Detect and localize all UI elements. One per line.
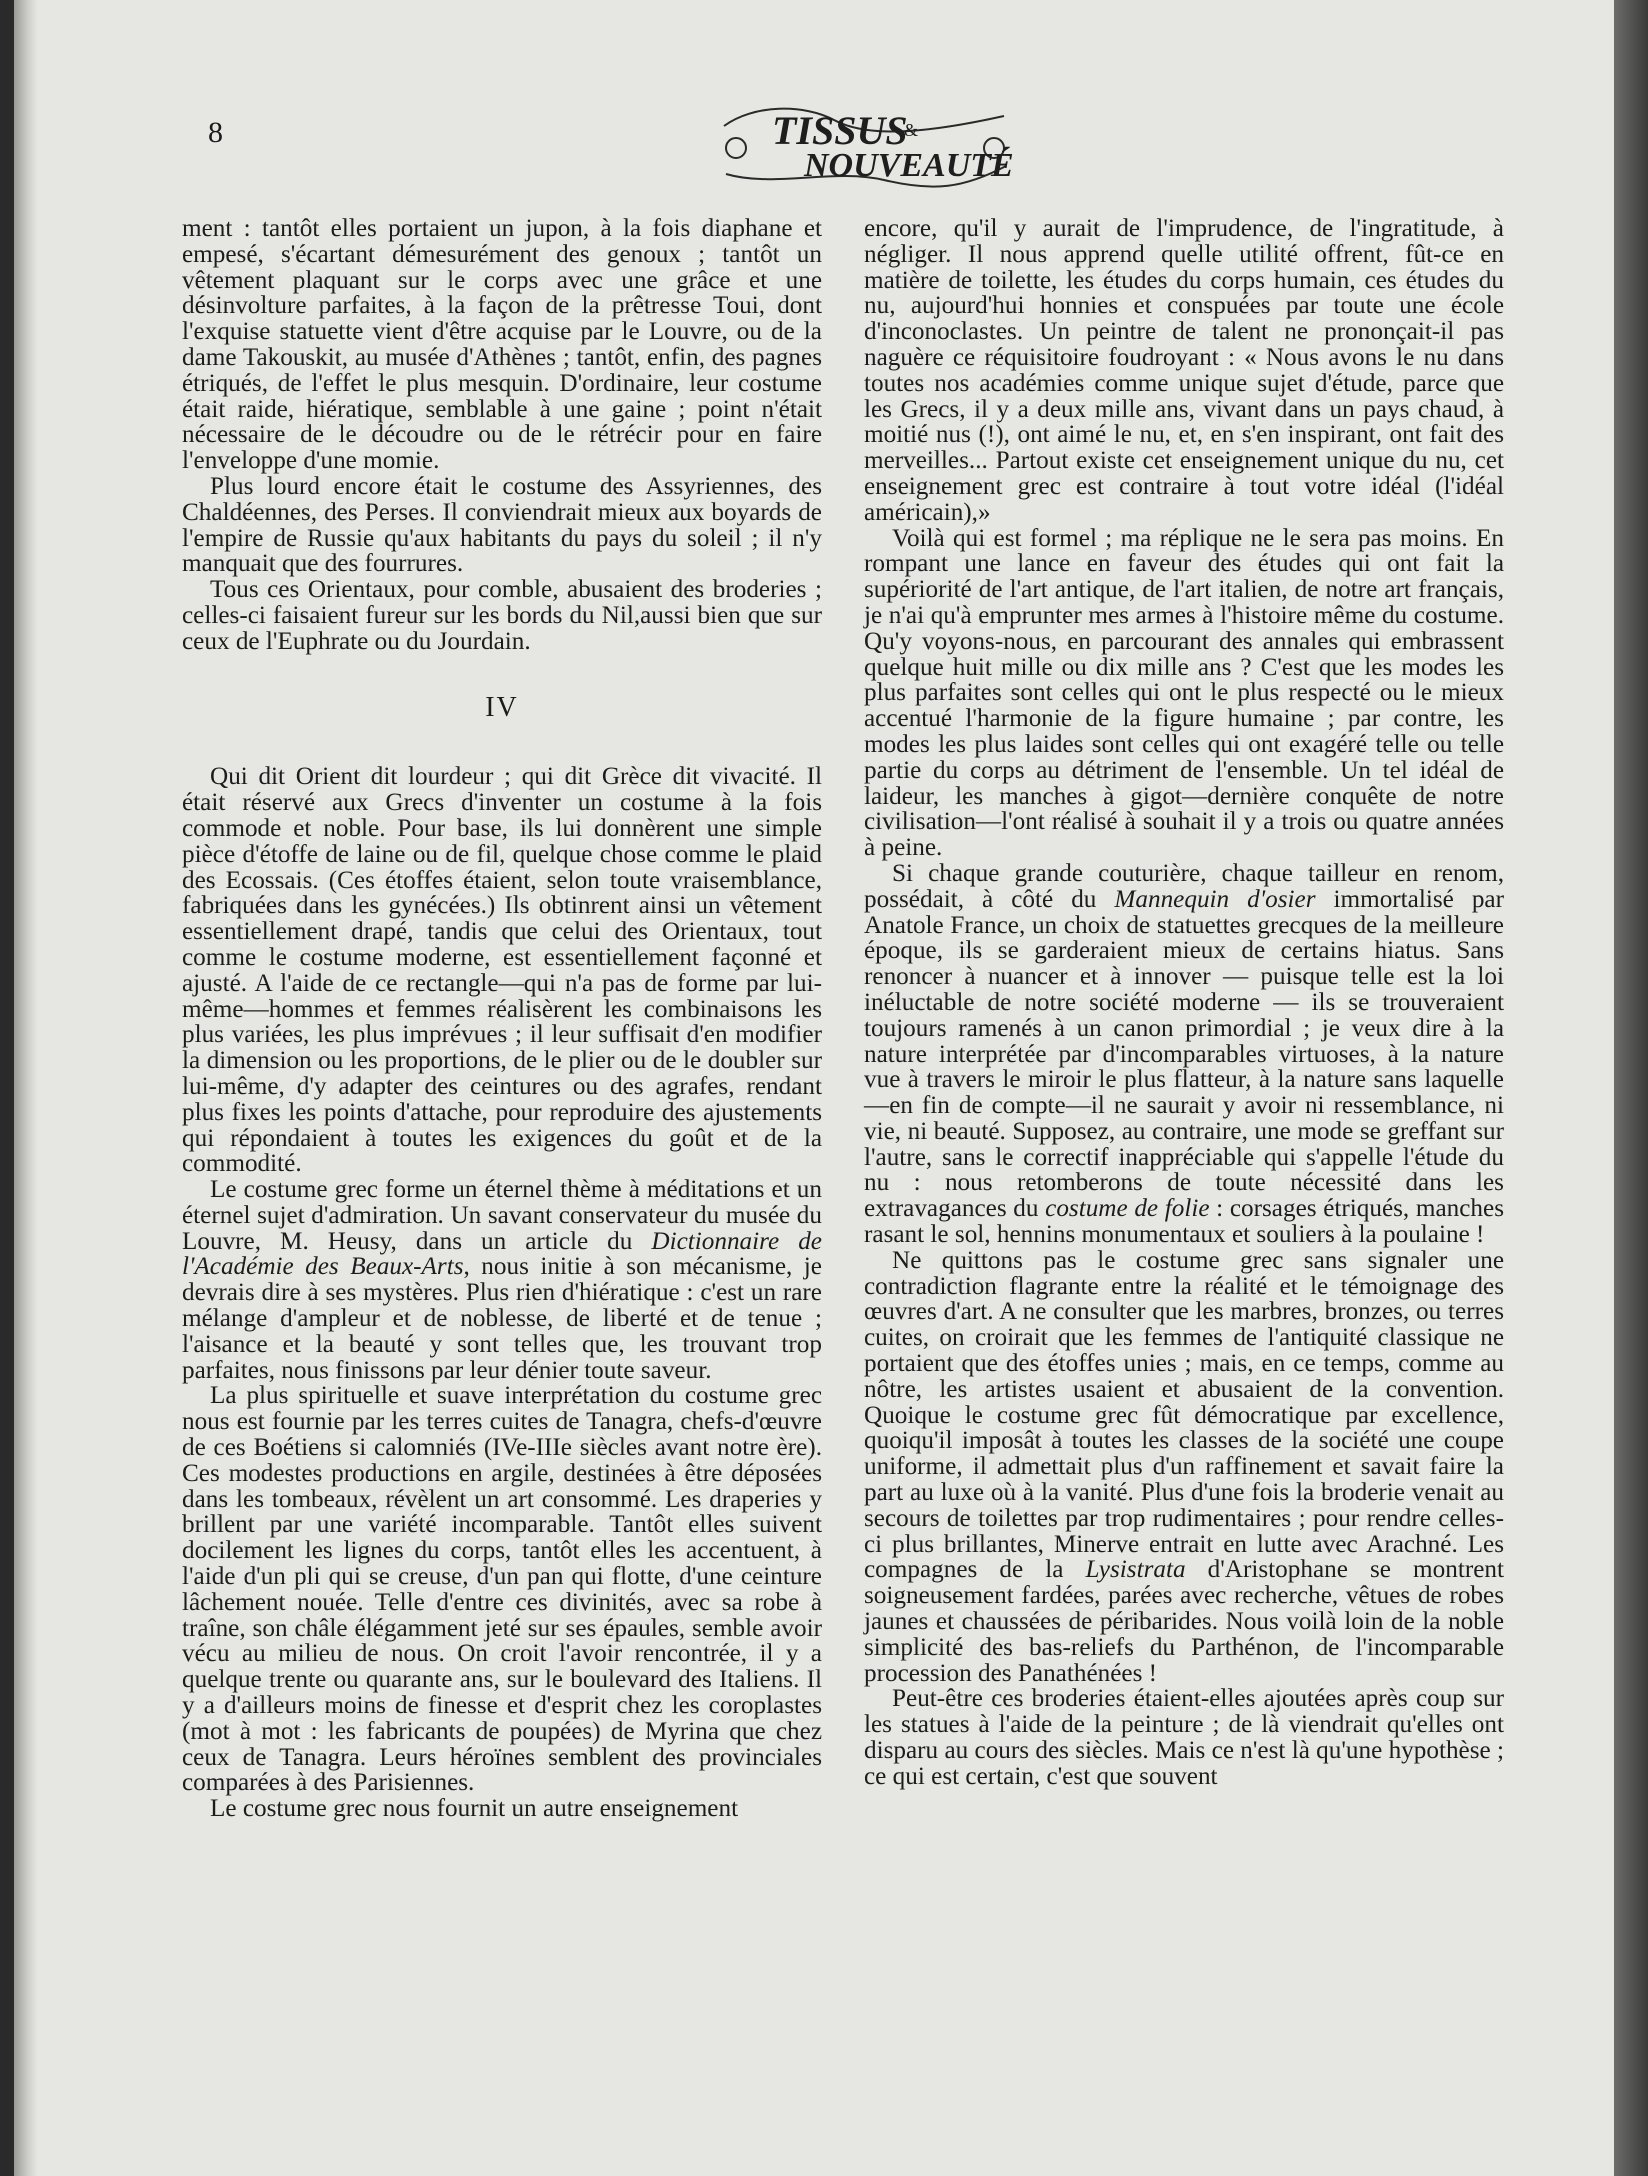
svg-text:&: & xyxy=(904,120,919,140)
scanned-page xyxy=(14,0,1614,2176)
paragraph: ment : tantôt elles portaient un jupon, à la fois diaphane et empesé, s'écartant démesurément des genoux ; tantôt un vêtement plaquant sur le corps avec une grâce et une désinvolture parfaites, à la façon de la prêtresse Toui, dont l'exquise statuette vient d'être acquise par le Louvre, ou de la dame Takouskit, au musée d'Athènes ; tantôt, enfin, des pagnes étriqués, de l'effet le plus mesquin. D'ordinaire, leur costume était raide, hiératique, semblable à une gaine ; point n'était nécessaire de le découdre ou de le rétrécir pour en faire l'enveloppe d'une momie. xyxy=(182,215,822,475)
paragraph: Qui dit Orient dit lourdeur ; qui dit Grèce dit vivacité. Il était réservé aux Grecs d'inventer un costume à la fois commode et noble. Pour base, ils lui donnèrent une simple pièce d'étoffe de laine ou de fil, quelque chose comme le plaid des Ecossais. (Ces étoffes étaient, selon toute vraisemblance, fabriquées dans les gynécées.) Ils obtinrent ainsi un vêtement essentiellement drapé, tandis que celui des Orientaux, tout comme le costume moderne, est essentiellement façonné et ajusté. A l'aide de ce rectangle—qui n'a pas de forme par lui-même—hommes et femmes réalisèrent les combinaisons les plus variées, les plus imprévues ; il leur suffisait d'en modifier la dimension ou les proportions, de le plier ou de le doubler sur lui-même, d'y adapter des ceintures ou des agrafes, rendant plus fixes les points d'attache, pour reproduire des ajustements qui répondaient à toutes les exigences du goût et de la commodité. xyxy=(182,763,822,1178)
italic-title: Dictionnaire de l'Académie des Beaux-Arts xyxy=(182,1227,822,1281)
page-binding-shadow xyxy=(14,0,38,2176)
paragraph: Tous ces Orientaux, pour comble, abusaient des broderies ; celles-ci faisaient fureur sur les bords du Nil,aussi bien que sur ceux de l'Euphrate ou du Jourdain. xyxy=(182,576,822,655)
scan-right-edge xyxy=(1614,0,1648,2176)
text-run: , nous initie à son mécanisme, je devrais dire à ses mystères. Plus rien d'hiératique : c'est un rare mélange d'ampleur et de noblesse, de liberté et de tenue ; l'aisance et la beauté y sont telles que, les trouvant trop parfaites, nous finissons par leur dénier toute saveur. xyxy=(182,1253,822,1384)
text-run: immortalisé par Anatole France, un choix de statuettes grecques de la meilleure époque, ils se garderaient mieux de certains hiatus. Sans renoncer à nuancer et à innover — puisque telle est la loi inéluctable de notre société moderne — ils se trouveraient toujours ramenés à un canon primordial ; je veux dire à la nature interprétée par d'incomparables virtuoses, à la nature vue à travers le miroir le plus flatteur, à la nature sans laquelle—en fin de compte—il ne saurait y avoir ni ressemblance, ni vie, ni beauté. Supposez, au contraire, une mode se greffant sur l'autre, sans le correctif inappréciable qui s'appelle l'étude du nu : nous retomberons de toute nécessité dans les extravagances du xyxy=(864,885,1505,1223)
masthead-logo-graphic xyxy=(714,96,1014,192)
right-column xyxy=(864,216,1504,1790)
masthead-logo xyxy=(714,96,1014,192)
paragraph: Le costume grec nous fournit un autre enseignement xyxy=(210,1795,739,1823)
paragraph xyxy=(182,1177,822,1383)
italic-title: Mannequin d'osier xyxy=(1114,885,1316,913)
paragraph xyxy=(864,1248,1504,1687)
svg-text:NOUVEAUTÉS: NOUVEAUTÉS xyxy=(804,147,1014,184)
text-run: d'Aristophane se montrent soigneusement fardées, parées avec recherche, vêtues de robes jaunes et chaussées de péribarides. Nous voilà loin de la noble simplicité des bas-reliefs du Parthénon, de l'incomparable procession des Panathénées ! xyxy=(864,1556,1504,1687)
page-number: 8 xyxy=(208,116,223,149)
paragraph xyxy=(864,861,1504,1248)
text-run: Si chaque grande couturière, chaque tailleur en renom, possédait, à côté du xyxy=(864,859,1504,913)
paragraph: encore, qu'il y aurait de l'imprudence, de l'ingratitude, à négliger. Il nous apprend quelle utilité offrent, fût-ce en matière de toilette, les études du corps humain, ces études du nu, aujourd'hui honnies et conspuées par toute une école d'inconoclastes. Un peintre de talent ne prononçait-il pas naguère ce réquisitoire foudroyant : « Nous avons le nu dans toutes nos académies comme unique sujet d'étude, parce que les Grecs, il y a deux mille ans, vivant dans un pays chaud, à moitié nus (!), ont aimé le nu, et, en s'en inspirant, ont fait des merveilles... Partout existe cet enseignement unique du nu, cet enseignement grec est contraire à tout votre idéal (l'idéal américain),» xyxy=(864,215,1504,526)
italic-title: Lysistrata xyxy=(1085,1556,1186,1584)
paragraph: Peut-être ces broderies étaient-elles ajoutées après coup sur les statues à l'aide de la peinture ; de là viendrait qu'elles ont disparu au cours des siècles. Mais ce n'est là qu'une hypothèse ; ce qui est certain, c'est que souvent xyxy=(864,1685,1504,1790)
text-run: Ne quittons pas le costume grec sans signaler une contradiction flagrante entre la réalité et le témoignage des œuvres d'art. A ne consulter que les marbres, bronzes, ou terres cuites, on croirait que les femmes de l'antiquité classique ne portaient que des étoffes unies ; mais, en ce temps, comme au nôtre, les artistes usaient et abusaient de la convention. Quoique le costume grec fût démocratique par excellence, quoiqu'il imposât à toutes les classes de la société une coupe uniforme, il admettait plus d'un raffinement et savait faire la part au luxe où à la vanité. Plus d'une fois la broderie venait au secours de toilettes par trop rudimentaires ; pour rendre celles-ci plus brillantes, Minerve entrait en lutte avec Arachné. Les compagnes de la xyxy=(864,1246,1504,1584)
italic-phrase: costume de folie xyxy=(1045,1195,1210,1223)
section-heading: IV xyxy=(485,691,519,723)
paragraph: La plus spirituelle et suave interprétation du costume grec nous est fournie par les terres cuites de Tanagra, chefs-d'œuvre de ces Boétiens si calomniés (IVe-IIIe siècles avant notre ère). Ces modestes productions en argile, destinées à être déposées dans les tombeaux, révèlent un art consommé. Les draperies y brillent par une variété incomparable. Tantôt elles suivent docilement les lignes du corps, tantôt elles les accentuent, à l'aide d'un pli qui se creuse, d'un pan qui flotte, d'une ceinture lâchement nouée. Telle d'entre ces divinités, avec sa robe à traîne, son châle élégamment jeté sur ses épaules, semble avoir vécu au milieu de nous. On croit l'avoir rencontrée, il y a quelque trente ou quarante ans, sur le boulevard des Italiens. Il y a d'ailleurs moins de finesse et d'esprit chez les coroplastes (mot à mot : les fabricants de poupées) de Myrina que chez ceux de Tanagra. Leurs héroïnes semblent des provinciales comparées à des Parisiennes. xyxy=(182,1382,822,1797)
paragraph: Voilà qui est formel ; ma réplique ne le sera pas moins. En rompant une lance en faveur des études qui ont fait la supériorité de l'art antique, de l'art italien, de notre art français, je n'ai qu'à emprunter mes armes à l'histoire même du costume. Qu'y voyons-nous, en parcourant des annales qui embrassent quelque huit mille ou dix mille ans ? C'est que les modes les plus parfaites sont celles qui ont le plus respecté ou le mieux accentué l'harmonie de la figure humaine ; par contre, les modes les plus laides sont celles qui ont exagéré telle ou telle partie du corps au détriment de l'ensemble. Un tel idéal de laideur, les manches à gigot—dernière conquête de notre civilisation—l'ont réalisé à souhait il y a trois ou quatre années à peine. xyxy=(864,524,1504,862)
svg-text:TISSUS: TISSUS xyxy=(772,108,908,153)
paragraph: Plus lourd encore était le costume des Assyriennes, des Chaldéennes, des Perses. Il conviendrait mieux aux boyards de l'empire de Russie qu'aux habitants du pays du soleil ; il n'y manquait que des fourrures. xyxy=(182,472,822,578)
text-run: : corsages étriqués, manches rasant le sol, hennins monumentaux et souliers à la poulaine ! xyxy=(864,1195,1505,1249)
left-column xyxy=(182,216,822,1822)
text-run: Le costume grec forme un éternel thème à méditations et un éternel sujet d'admiration. Un savant conservateur du musée du Louvre, M. Heusy, dans un article du xyxy=(182,1176,822,1255)
